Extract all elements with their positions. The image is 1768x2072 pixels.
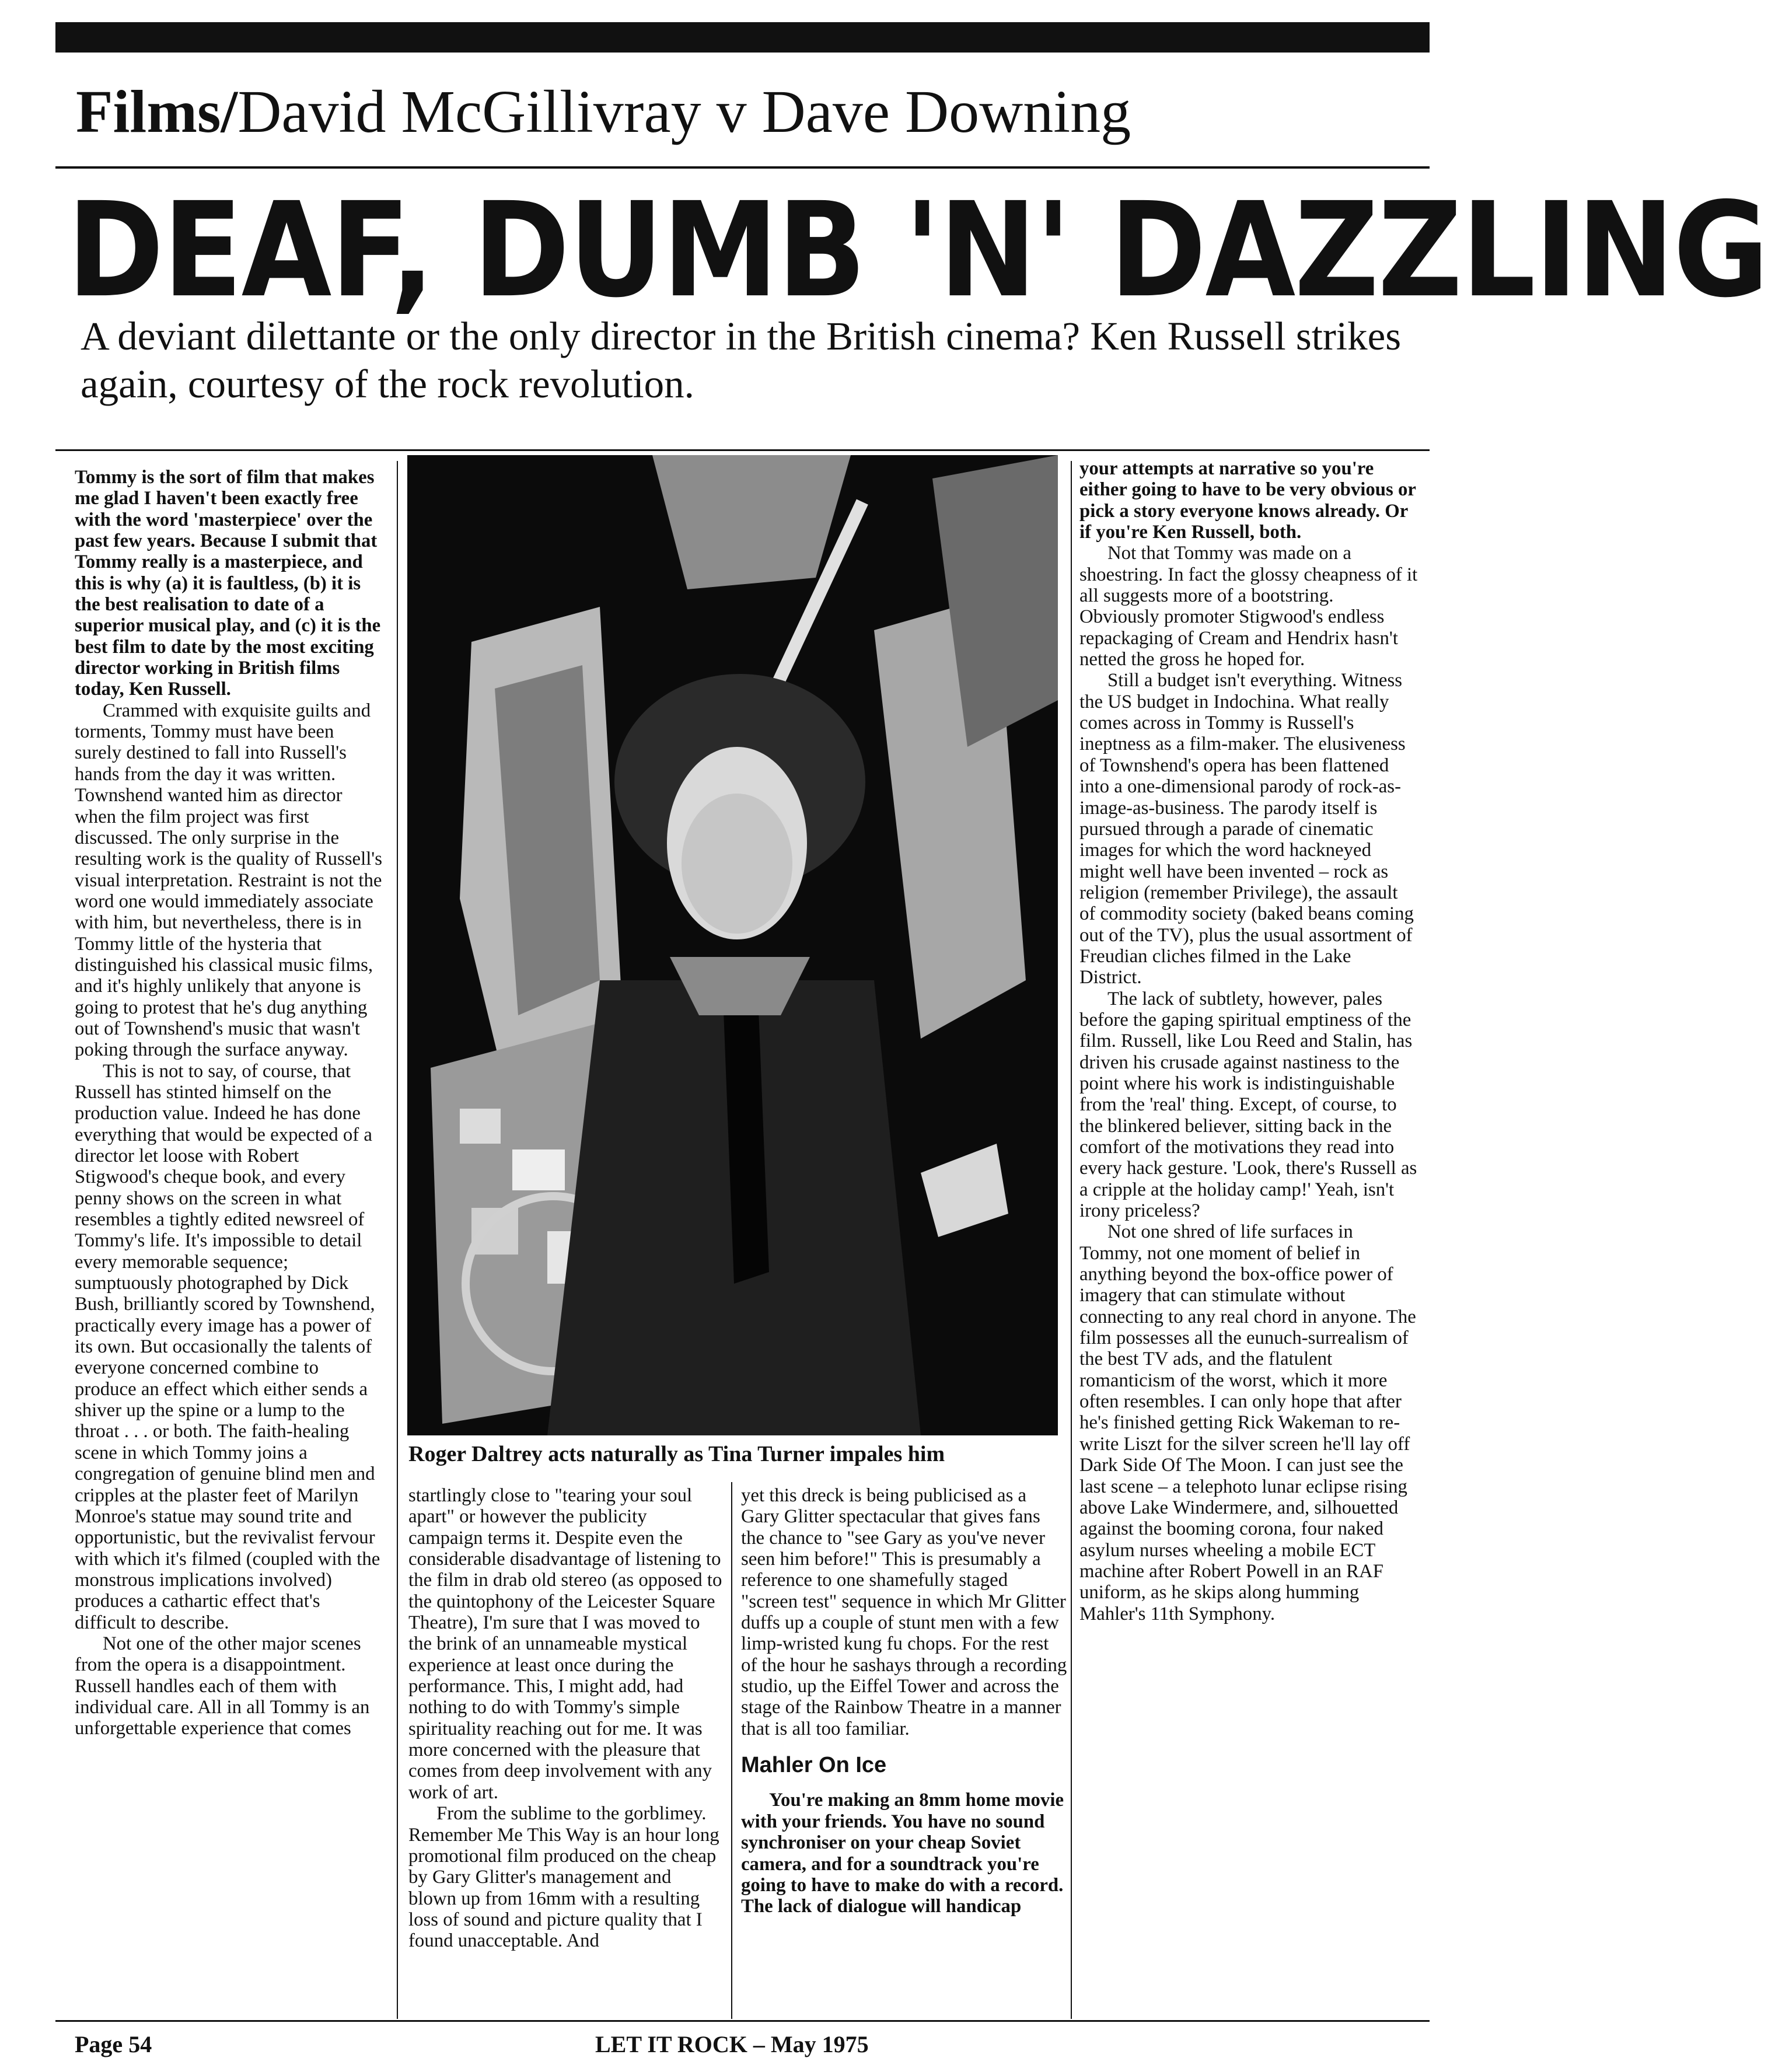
section-label: Films/ — [76, 78, 238, 145]
subheading: Mahler On Ice — [741, 1753, 887, 1778]
top-bar — [55, 22, 1430, 53]
paragraph: Crammed with exquisite guilts and torments, Tommy must have been surely destined to fall into Russell's hands from the day it was written. Townshend wanted him as director when the film project was first discussed. The only surprise in the resulting work is the quality of Russell's visual interpretation. Restraint is not the word one would immediately associate with him, but nevertheless, there is in Tommy little of the hysteria that distinguished his classical music films, and it's highly unlikely that anyone is going to protest that he's dug anything out of Townshend's music that wasn't poking through the surface anyway. — [75, 700, 382, 1061]
paragraph: You're making an 8mm home movie with your friends. You have no sound synchroniser on your cheap Soviet camera, and for a soundtrack you're going to have to make do with a record. The lack of dialogue will handicap — [741, 1790, 1064, 1917]
paragraph: startlingly close to "tearing your soul apart" or however the publicity campaign terms it. Despite even the considerable disadvantage of listening to the film in drab old stereo (as opposed to the quintophony of the Leicester Square Theatre), I'm sure that I was moved to the brink of an unnameable mystical experience at least once during the performance. This, I might add, had nothing to do with Tommy's simple spirituality reaching out for me. It was more concerned with the pleasure that comes from deep involvement with any work of art. — [408, 1485, 722, 1803]
column-rule — [731, 1482, 732, 2019]
film-still-illustration — [407, 455, 1058, 1435]
column-3 — [741, 1485, 1068, 1917]
column-2 — [408, 1485, 724, 1952]
headline: DEAF, DUMB 'N' DAZZLING — [67, 174, 1768, 327]
column-4 — [1079, 458, 1418, 1624]
paragraph: your attempts at narrative so you're either going to have to be very obvious or pick a story everyone knows already. Or if you're Ken Russell, both. — [1079, 458, 1416, 543]
paragraph: Not one shred of life surfaces in Tommy, not one moment of belief in anything beyond the box-office power of imagery that can stimulate without connecting to any real chord in anyone. The film possesses all the eunuch-surrealism of the best TV ads, and the flatulent romanticism of the worst, which it more often resembles. I can only hope that after he's finished getting Rick Wakeman to re-write Liszt for the silver screen he'll lay off Dark Side Of The Moon. I can just see the last scene – a telephoto lunar eclipse rising above Lake Windermere, and, silhouetted against the booming corona, four naked asylum nurses wheeling a mobile ECT machine after Robert Powell in an RAF uniform, as he skips along humming Mahler's 11th Symphony. — [1079, 1221, 1416, 1624]
paragraph: The lack of subtlety, however, pales before the gaping spiritual emptiness of the film. Russell, like Lou Reed and Stalin, has driven his crusade against nastiness to the point where his work is indistinguishable from the 'real' thing. Except, of course, to the blinkered believer, sitting back in the comfort of the motivations they read into every hack gesture. 'Look, there's Russell as a cripple at the holiday camp!' Yeah, isn't irony priceless? — [1079, 988, 1417, 1222]
page-number: Page 54 — [75, 2031, 152, 2057]
paragraph: This is not to say, of course, that Russell has stinted himself on the production value. Indeed he has done everything that would be expected of a director let loose with Robert Stigwood's cheque book, and every penny shows on the screen in what resembles a tightly edited newsreel of Tommy's life. It's impossible to detail every memorable sequence; sumptuously photographed by Dick Bush, brilliantly scored by Townshend, practically every image has a power of its own. But occasionally the talents of everyone concerned combine to produce an effect which either sends a shiver up the spine or a lump to the throat . . . or both. The faith-healing scene in which Tommy joins a congregation of genuine blind men and cripples at the plaster feet of Marilyn Monroe's statue may sound trite and opportunistic, but the revivalist fervour with which it's filmed (coupled with the monstrous implications involved) produces a cathartic effect that's difficult to describe. — [75, 1060, 380, 1633]
footer-rule — [55, 2020, 1430, 2022]
column-rule — [397, 461, 398, 2019]
paragraph: Not that Tommy was made on a shoestring. In fact the glossy cheapness of it all suggests more of a bootstring. Obviously promoter Stigwood's endless repackaging of Cream and Hendrix hasn't netted the gross he hoped for. — [1079, 543, 1418, 670]
intro-paragraph: Tommy is the sort of film that makes me glad I haven't been exactly free with the word 'masterpiece' over the past few years. Because I submit that Tommy really is a masterpiece, and this is why (a) it is faultless, (b) it is the best realisation to date of a superior musical play, and (c) it is the best film to date by the most exciting director working in British films today, Ken Russell. — [75, 467, 381, 700]
photograph — [407, 455, 1058, 1435]
photo-caption: Roger Daltrey acts naturally as Tina Turner impales him — [408, 1442, 945, 1466]
header-rule — [55, 166, 1430, 169]
bylines: David McGillivray v Dave Downing — [237, 78, 1131, 145]
paragraph: Still a budget isn't everything. Witness the US budget in Indochina. What really comes across in Tommy is Russell's ineptness as a film-maker. The elusiveness of Townshend's opera has been flattened into a one-dimensional parody of rock-as-image-as-business. The parody itself is pursued through a parade of cinematic images for which the word hackneyed might well have been invented – rock as religion (remember Privilege), the assault of commodity society (baked beans coming out of the TV), plus the usual assortment of Freudian cliches filmed in the Lake District. — [1079, 670, 1414, 988]
paragraph: Not one of the other major scenes from the opera is a disappointment. Russell handles each of them with individual care. All in all Tommy is an unforgettable experience that comes — [75, 1633, 370, 1739]
column-1 — [75, 467, 384, 1739]
paragraph: From the sublime to the gorblimey. Remember Me This Way is an hour long promotional film produced on the cheap by Gary Glitter's management and blown up from 16mm with a resulting loss of sound and picture quality that I found unacceptable. And — [408, 1803, 719, 1952]
standfirst-rule — [55, 449, 1430, 451]
standfirst: A deviant dilettante or the only director in the British cinema? Ken Russell strikes again, courtesy of the rock revolution. — [81, 314, 1402, 406]
section-header — [76, 78, 1131, 145]
paragraph: yet this dreck is being publicised as a Gary Glitter spectacular that gives fans the chance to "see Gary as you've never seen him before!" This is presumably a reference to one shamefully staged "screen test" sequence in which Mr Glitter duffs up a couple of stunt men with a few limp-wristed kung fu chops. For the rest of the hour he sashays through a recording studio, up the Eiffel Tower and across the stage of the Rainbow Theatre in a manner that is all too familiar. — [741, 1485, 1067, 1739]
publication-info: LET IT ROCK – May 1975 — [595, 2031, 869, 2057]
column-rule — [1071, 461, 1072, 2019]
